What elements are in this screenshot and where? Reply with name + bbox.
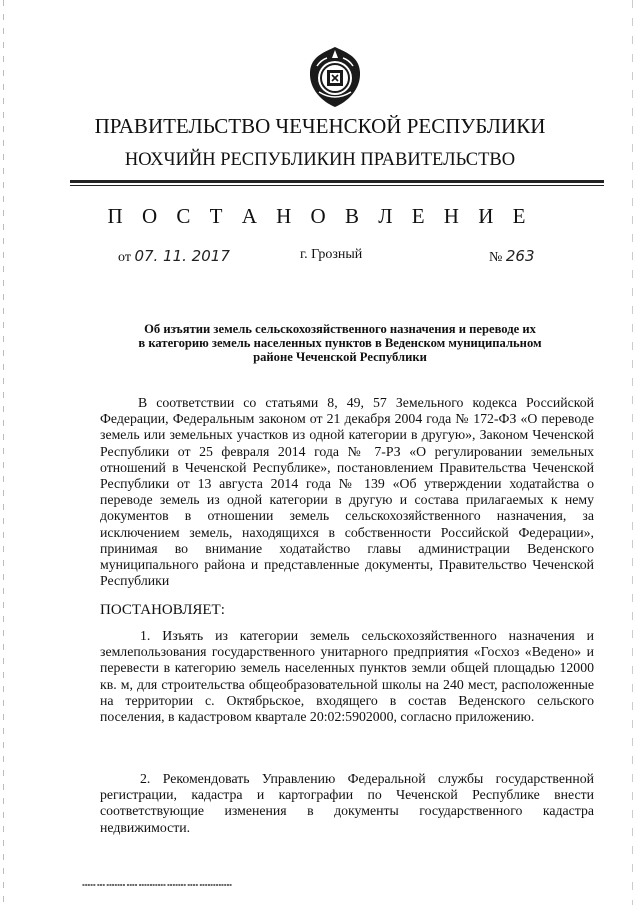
scan-footer-mark: ▪▪▪▪▪ ▪▪▪ ▪▪▪▪▪▪▪ ▪▪▪▪ ▪▪▪▪▪▪▪▪▪▪ ▪▪▪▪▪▪▪ ▪▪▪▪ ▪▪▪▪▪▪▪▪▪▪▪▪ <box>82 882 232 887</box>
preamble-paragraph: В соответствии со статьями 8, 49, 57 Земельного кодекса Российской Федерации, Федеральным законом от 21 декабря 2004 года № 172-ФЗ «О переводе земель или земельных участков из одной категории в другую», Законом Чеченской Республики от 25 февраля 2014 года № 7-РЗ «О регулировании земельных отношений в Чеченской Республике», постановлением Правительства Чеченской Республики от 13 августа 2014 года № 139 «Об утверждении ходатайства о переводе земель из одной категории в другую и состава прилагаемых к нему документов в отношении земель сельскохозяйственного назначения, за исключением земель, находящихся в собственности Российской Федерации», принимая во внимание ходатайство главы администрации Веденского муниципального района и представленные документы, Правительство Чеченской Республики <box>100 395 594 589</box>
number-prefix: № <box>489 250 503 265</box>
document-city: г. Грозный <box>300 247 363 262</box>
number-value: 263 <box>505 247 535 265</box>
heading-line: районе Чеченской Республики <box>253 350 427 364</box>
heading-line: Об изъятии земель сельскохозяйственного назначения и переводе их <box>144 322 536 336</box>
heading-line: в категорию земель населенных пунктов в Веденском муниципальном <box>138 336 542 350</box>
date-value: 07. 11. 2017 <box>134 247 230 265</box>
document-heading <box>100 322 580 364</box>
government-title: ПРАВИТЕЛЬСТВО ЧЕЧЕНСКОЙ РЕСПУБЛИКИ <box>94 114 546 138</box>
chechen-republic-emblem-icon <box>307 46 363 108</box>
decree-item-2: 2. Рекомендовать Управлению Федеральной службы государственной регистрации, кадастра и картографии по Чеченской Республике внести соответствующие изменения в документы государственного кадастра недвижимости. <box>100 771 594 835</box>
header-rule-thin <box>70 185 604 186</box>
document-number <box>489 247 535 266</box>
decree-word: ПОСТАНОВЛЯЕТ: <box>100 602 225 618</box>
document-date <box>118 247 230 266</box>
header-rule-thick <box>70 180 604 183</box>
date-prefix: от <box>118 250 131 265</box>
decree-item-1: 1. Изъять из категории земель сельскохозяйственного назначения и землепользования государственного унитарного предприятия «Госхоз «Ведено» и перевести в категорию земель населенных пунктов земли общей площадью 12000 кв. м, для строительства общеобразовательной школы на 240 мест, расположенные на территории с. Октябрьское, входящего в состав Веденского сельского поселения, в кадастровом квартале 20:02:5902000, согласно приложению. <box>100 628 594 725</box>
document-type: П О С Т А Н О В Л Е Н И Е <box>107 204 533 228</box>
government-title-chechen: НОХЧИЙН РЕСПУБЛИКИН ПРАВИТЕЛЬСТВО <box>124 150 516 170</box>
